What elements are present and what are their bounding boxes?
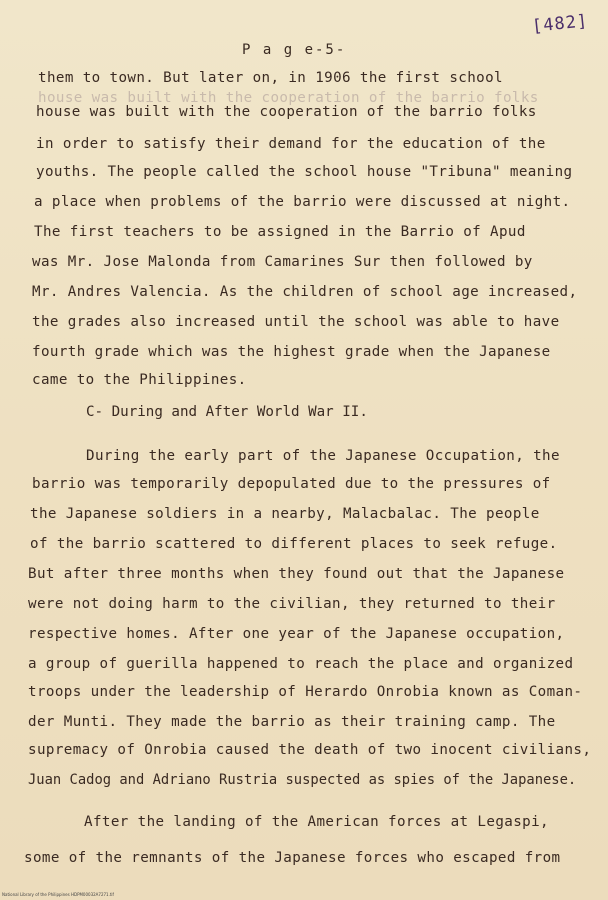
text-line: After the landing of the American forces at Legaspi,: [84, 814, 549, 830]
text-line: of the barrio scattered to different places to seek refuge.: [30, 536, 558, 552]
text-line: Mr. Andres Valencia. As the children of school age increased,: [32, 284, 578, 300]
ghost-line: house was built with the cooperation of the barrio folks: [38, 90, 539, 106]
text-line: in order to satisfy their demand for the education of the: [36, 136, 546, 152]
text-line: But after three months when they found out that the Japanese: [28, 566, 565, 582]
section-heading: C- During and After World War II.: [86, 404, 368, 420]
text-line: During the early part of the Japanese Occupation, the: [86, 448, 560, 464]
text-line: a group of guerilla happened to reach the place and organized: [28, 656, 574, 672]
text-line: The first teachers to be assigned in the Barrio of Apud: [34, 224, 526, 240]
text-line: troops under the leadership of Herardo Onrobia known as Coman-: [28, 684, 583, 700]
text-line: fourth grade which was the highest grade when the Japanese: [32, 344, 551, 360]
text-line: were not doing harm to the civilian, they returned to their: [28, 596, 556, 612]
text-line: Juan Cadog and Adriano Rustria suspected as spies of the Japanese.: [28, 772, 577, 788]
archive-footer: National Library of the Philippines HDPM00032A7271.tif: [2, 892, 114, 897]
text-line: them to town. But later on, in 1906 the first school: [38, 70, 503, 86]
text-line: house was built with the cooperation of the barrio folks: [36, 104, 537, 120]
text-line: youths. The people called the school house "Tribuna" meaning: [36, 164, 573, 180]
text-line: a place when problems of the barrio were discussed at night.: [34, 194, 571, 210]
text-line: respective homes. After one year of the Japanese occupation,: [28, 626, 565, 642]
text-line: was Mr. Jose Malonda from Camarines Sur then followed by: [32, 254, 533, 270]
text-line: barrio was temporarily depopulated due to the pressures of: [32, 476, 551, 492]
text-line: came to the Philippines.: [32, 372, 247, 388]
page-header: P a g e-5-: [242, 42, 347, 58]
text-line: der Munti. They made the barrio as their training camp. The: [28, 714, 556, 730]
text-line: supremacy of Onrobia caused the death of two inocent civilians,: [28, 742, 592, 758]
page-number-stamp: [482]: [531, 11, 590, 37]
text-line: some of the remnants of the Japanese forces who escaped from: [24, 850, 561, 866]
text-line: the Japanese soldiers in a nearby, Malacbalac. The people: [30, 506, 540, 522]
text-line: the grades also increased until the school was able to have: [32, 314, 560, 330]
